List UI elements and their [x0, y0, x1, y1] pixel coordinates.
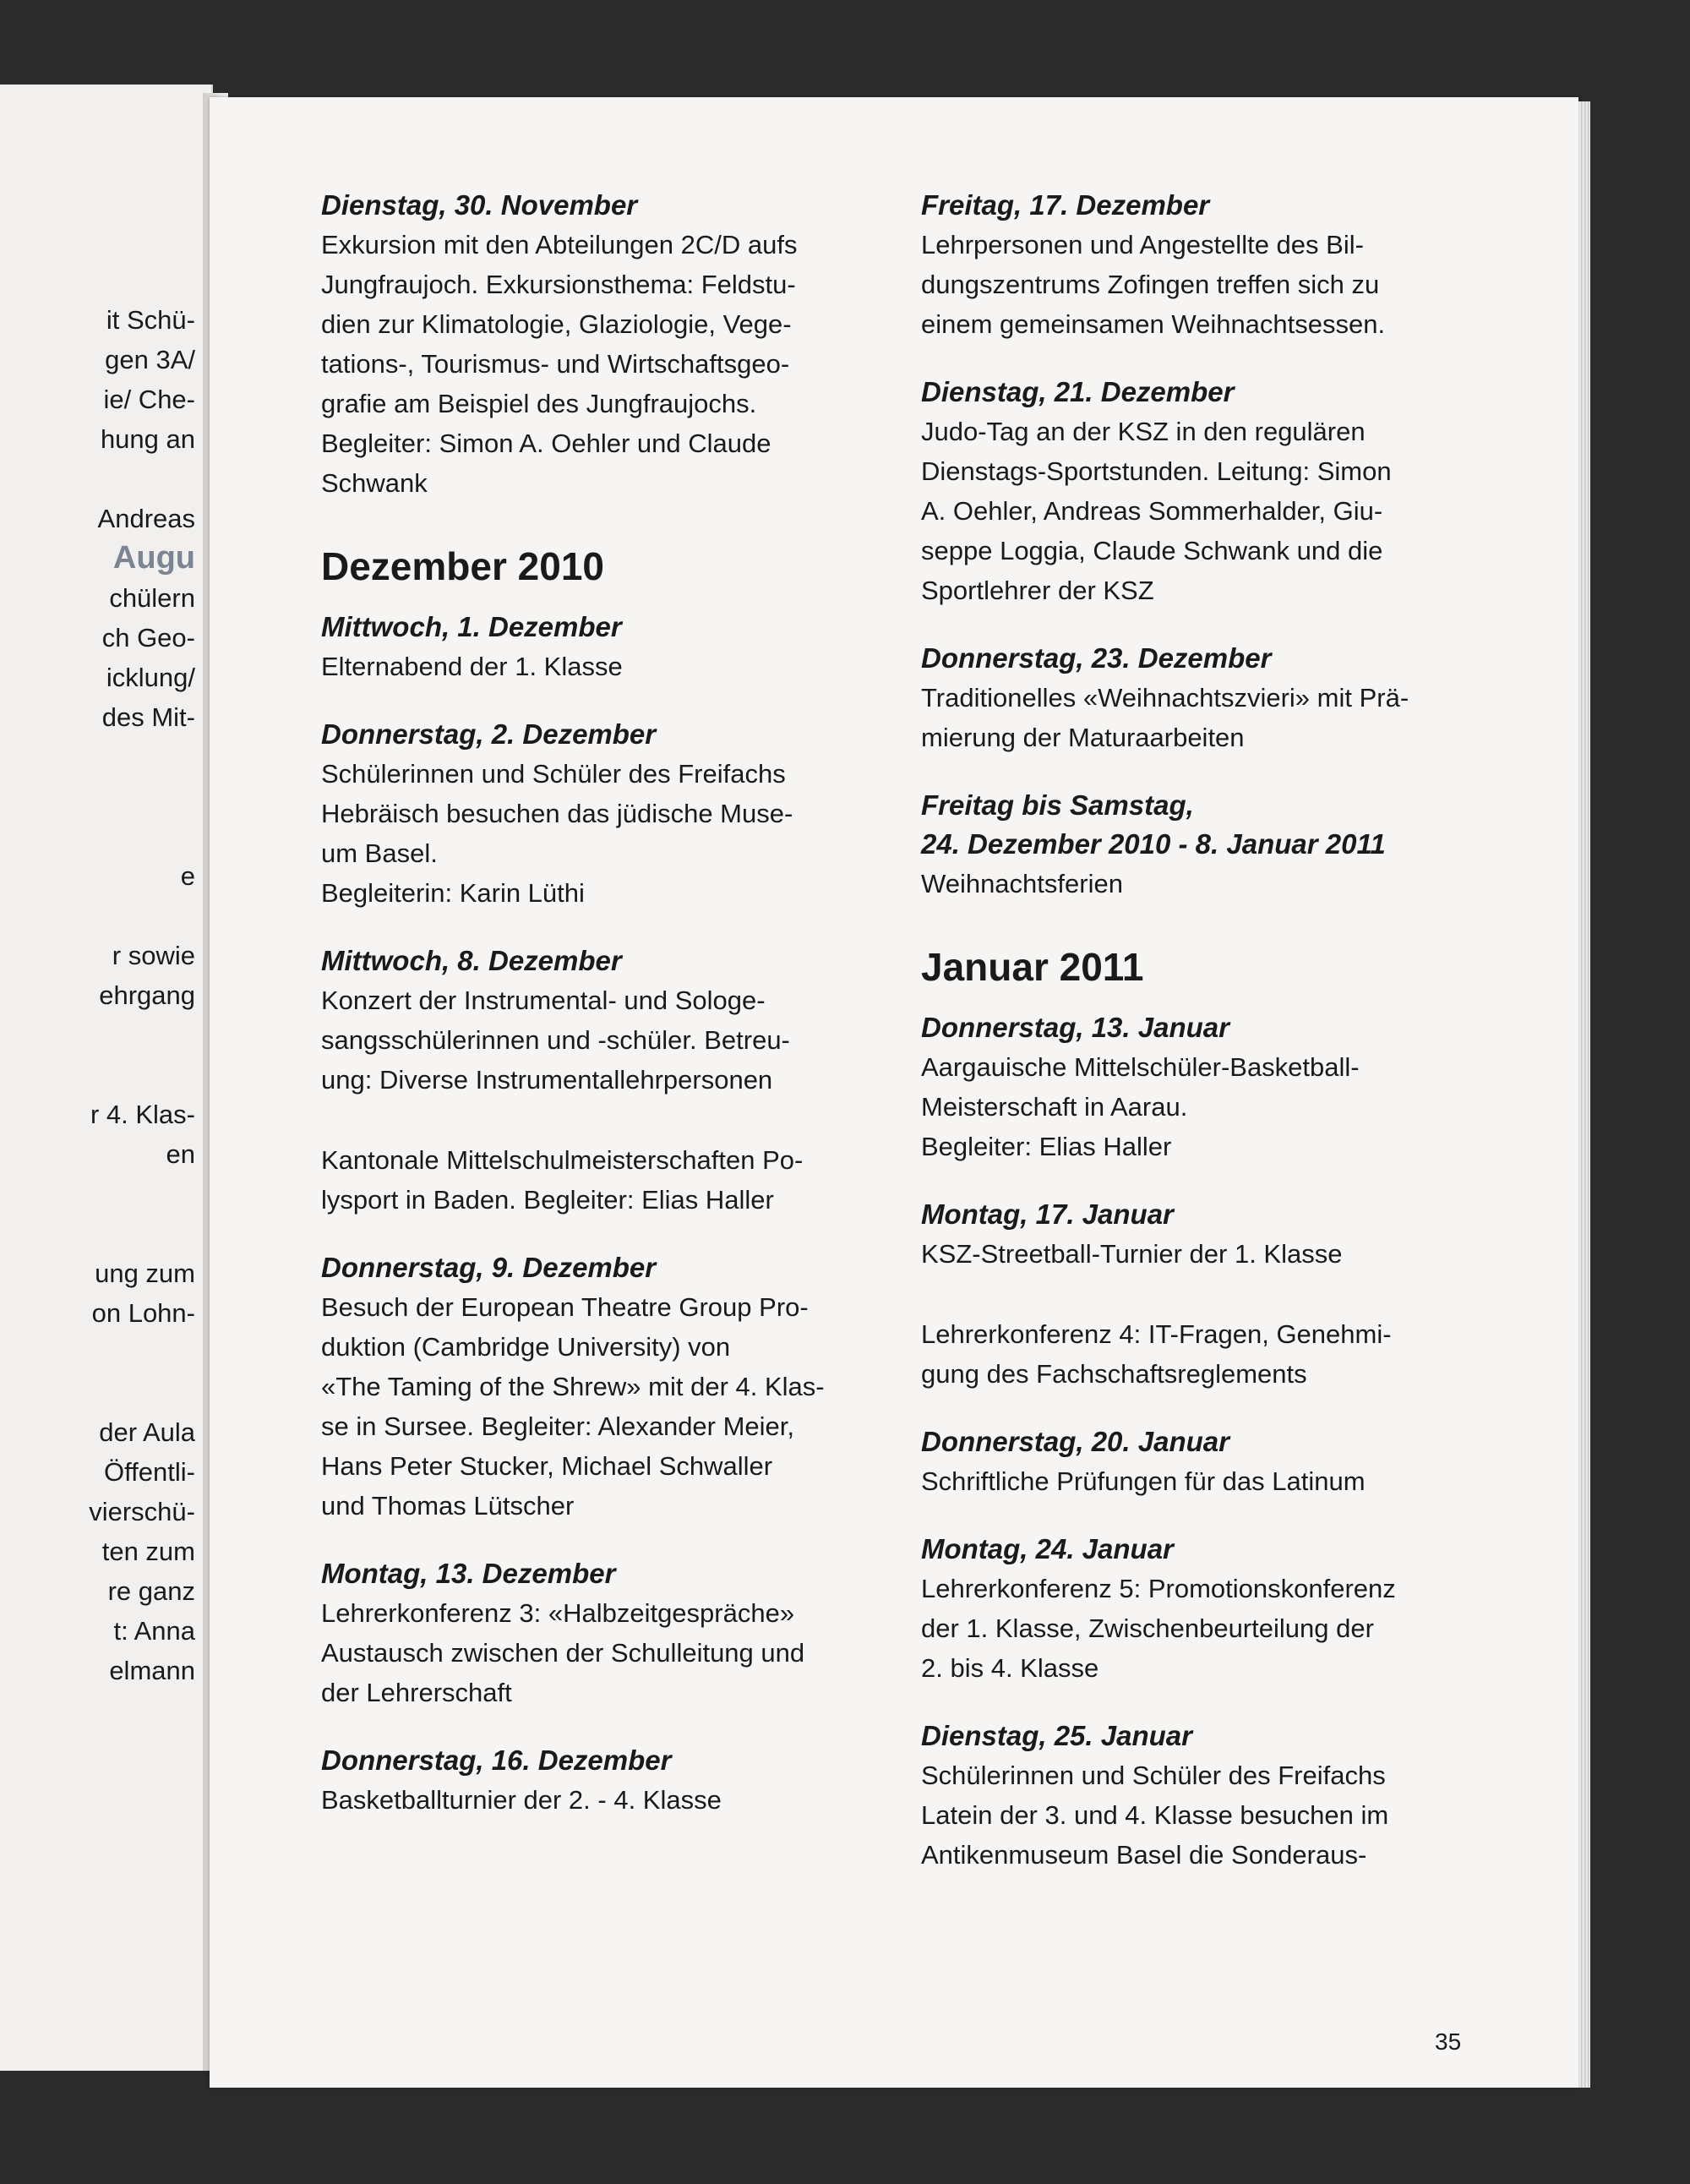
entry-text-line: und Thomas Lütscher: [321, 1491, 575, 1521]
entry-date: Donnerstag, 20. Januar: [921, 1426, 1229, 1457]
left-page-fragment: en: [166, 1139, 195, 1169]
entry-text: [921, 1569, 1479, 1688]
entry-text: [921, 1461, 1479, 1501]
entry-text-line: Traditionelles «Weihnachtszvieri» mit Prä-: [921, 683, 1409, 713]
entry-date: Mittwoch, 1. Dezember: [321, 611, 622, 642]
entry-text-line: gung des Fachschaftsreglements: [921, 1359, 1307, 1389]
entry-text-line: Judo-Tag an der KSZ in den regulären: [921, 417, 1366, 446]
calendar-entry: [321, 942, 879, 1100]
column-1: [321, 186, 879, 1848]
entry-text-line: mierung der Maturaarbeiten: [921, 723, 1245, 752]
entry-text: [321, 980, 879, 1100]
left-page-fragment: ten zum: [101, 1537, 195, 1566]
entry-text-line: Schwank: [321, 468, 428, 498]
left-page-fragment: der Aula: [99, 1417, 195, 1447]
entry-text-line: «The Taming of the Shrew» mit der 4. Klas-: [321, 1372, 825, 1401]
entry-text-line: Begleiter: Elias Haller: [921, 1132, 1172, 1161]
left-page-fragment: des Mit-: [101, 702, 195, 732]
entry-text: [921, 1314, 1479, 1394]
entry-date: Dienstag, 25. Januar: [921, 1720, 1192, 1751]
entry-date: Dienstag, 21. Dezember: [921, 376, 1235, 407]
entry-text-line: grafie am Beispiel des Jungfraujochs.: [321, 389, 757, 418]
calendar-entry: [321, 1741, 879, 1820]
entry-text-line: Besuch der European Theatre Group Pro-: [321, 1292, 809, 1322]
entry-text-line: Weihnachtsferien: [921, 869, 1123, 898]
entry-date: Donnerstag, 9. Dezember: [321, 1252, 657, 1283]
entry-text-line: Hans Peter Stucker, Michael Schwaller: [321, 1451, 773, 1481]
left-page-fragment: elmann: [109, 1656, 195, 1685]
calendar-entry: [921, 1302, 1479, 1394]
entry-text: [321, 647, 879, 686]
entry-text: [921, 678, 1479, 757]
entry-date: Donnerstag, 16. Dezember: [321, 1744, 672, 1776]
entry-spacer: [321, 1128, 879, 1140]
left-page-fragment: e: [180, 861, 195, 891]
entry-text: [321, 1780, 879, 1820]
calendar-entry: [921, 786, 1479, 904]
left-page-fragment: ch Geo-: [101, 623, 195, 652]
left-page-fragment: [0, 777, 199, 816]
entry-text: [921, 225, 1479, 344]
calendar-entry: [921, 373, 1479, 610]
entry-text-line: Latein der 3. und 4. Klasse besuchen im: [921, 1800, 1389, 1830]
entry-text-line: um Basel.: [321, 838, 438, 868]
calendar-entry: [921, 639, 1479, 757]
entry-text-line: einem gemeinsamen Weihnachtsessen.: [921, 309, 1386, 339]
entry-text: [321, 754, 879, 913]
calendar-entry: [921, 1717, 1479, 1875]
left-page-fragment: [0, 1174, 199, 1214]
entry-date: Donnerstag, 13. Januar: [921, 1012, 1229, 1043]
entry-text-line: ung: Diverse Instrumentallehrpersonen: [321, 1065, 773, 1095]
entry-text-line: der Lehrerschaft: [321, 1678, 512, 1707]
entry-date: 24. Dezember 2010 - 8. Januar 2011: [921, 828, 1386, 860]
column-2: [921, 186, 1479, 1903]
entry-text-line: tations-, Tourismus- und Wirtschaftsgeo-: [321, 349, 790, 379]
calendar-entry: [921, 1008, 1479, 1166]
entry-text: [921, 864, 1479, 904]
left-page-fragment: r 4. Klas-: [90, 1100, 195, 1129]
entry-text: [921, 1047, 1479, 1166]
entry-spacer: [921, 1302, 1479, 1314]
entry-text-line: Schriftliche Prüfungen für das Latinum: [921, 1466, 1366, 1496]
calendar-entry: [921, 186, 1479, 344]
left-page-fragment: hung an: [100, 424, 195, 454]
entry-text-line: Begleiterin: Karin Lüthi: [321, 878, 585, 908]
entry-text-line: seppe Loggia, Claude Schwank und die: [921, 536, 1383, 565]
entry-text-line: 2. bis 4. Klasse: [921, 1653, 1099, 1683]
entry-text-line: Jungfraujoch. Exkursionsthema: Feldstu-: [321, 270, 796, 299]
calendar-entry: [321, 608, 879, 686]
entry-date: Freitag, 17. Dezember: [921, 189, 1210, 221]
entry-text-line: Basketballturnier der 2. - 4. Klasse: [321, 1785, 722, 1815]
left-page-fragment: ie/ Che-: [103, 385, 195, 414]
left-page-fragment: [0, 459, 199, 499]
left-page-fragment: [0, 1333, 199, 1373]
entry-date: Montag, 13. Dezember: [321, 1558, 616, 1589]
entry-date: Freitag bis Samstag,: [921, 789, 1194, 821]
calendar-entry: [321, 1248, 879, 1526]
entry-text-line: dungszentrums Zofingen treffen sich zu: [921, 270, 1380, 299]
entry-text-line: Schülerinnen und Schüler des Freifachs: [921, 1761, 1386, 1790]
left-page-fragment: ehrgang: [99, 980, 195, 1010]
calendar-entry: [321, 715, 879, 913]
entry-text-line: Aargauische Mittelschüler-Basketball-: [921, 1052, 1360, 1082]
left-page-fragment: chülern: [109, 583, 195, 613]
left-page-text-fragments: [0, 300, 199, 1690]
entry-text: [321, 1140, 879, 1220]
entry-text-line: Lehrerkonferenz 5: Promotionskonferenz: [921, 1574, 1396, 1603]
entry-text-line: Konzert der Instrumental- und Sologe-: [321, 986, 766, 1015]
entry-date: Montag, 24. Januar: [921, 1533, 1174, 1564]
left-page-fragment: vierschü-: [89, 1497, 195, 1526]
entry-date: Montag, 17. Januar: [921, 1198, 1174, 1230]
calendar-entry: [321, 1554, 879, 1712]
entry-text-line: Lehrpersonen und Angestellte des Bil-: [921, 230, 1364, 259]
entry-text-line: duktion (Cambridge University) von: [321, 1332, 731, 1362]
entry-text-line: Meisterschaft in Aarau.: [921, 1092, 1188, 1122]
entry-text-line: Sportlehrer der KSZ: [921, 576, 1154, 605]
entry-text-line: KSZ-Streetball-Turnier der 1. Klasse: [921, 1239, 1343, 1269]
page-edges: [1578, 101, 1590, 2088]
left-page-fragment: on Lohn-: [91, 1298, 195, 1328]
left-page-fragment: Andreas: [97, 504, 195, 533]
left-page-fragment: Augu: [112, 540, 195, 576]
page-number: 35: [1435, 2028, 1462, 2055]
entry-text: [921, 1234, 1479, 1274]
entry-text-line: lysport in Baden. Begleiter: Elias Haller: [321, 1185, 774, 1215]
entry-text: [321, 1593, 879, 1712]
entry-text-line: A. Oehler, Andreas Sommerhalder, Giu-: [921, 496, 1383, 526]
calendar-entry: [321, 186, 879, 503]
left-page-fragment: [0, 896, 199, 936]
month-heading: Januar 2011: [921, 945, 1144, 989]
left-page-fragment: [0, 816, 199, 856]
calendar-entry: [921, 1195, 1479, 1274]
left-page-fragment: icklung/: [106, 663, 195, 692]
entry-date: Dienstag, 30. November: [321, 189, 638, 221]
entry-text-line: Kantonale Mittelschulmeisterschaften Po-: [321, 1145, 804, 1175]
calendar-entry: [921, 1530, 1479, 1688]
entry-text-line: Antikenmuseum Basel die Sonderaus-: [921, 1840, 1367, 1870]
entry-text: [921, 412, 1479, 610]
entry-text-line: Begleiter: Simon A. Oehler und Claude: [321, 429, 771, 458]
entry-text-line: Hebräisch besuchen das jüdische Muse-: [321, 799, 793, 828]
entry-text: [321, 1287, 879, 1526]
left-page-fragment: [0, 737, 199, 777]
entry-text-line: Elternabend der 1. Klasse: [321, 652, 623, 681]
left-page-fragment: Öffentli-: [104, 1457, 195, 1487]
calendar-entry: [921, 1422, 1479, 1501]
entry-date: Donnerstag, 23. Dezember: [921, 642, 1272, 674]
entry-text-line: Exkursion mit den Abteilungen 2C/D aufs: [321, 230, 798, 259]
entry-text: [321, 225, 879, 503]
entry-text-line: Lehrerkonferenz 4: IT-Fragen, Genehmi-: [921, 1319, 1392, 1349]
entry-text-line: Austausch zwischen der Schulleitung und: [321, 1638, 805, 1668]
left-page-fragment: ung zum: [95, 1259, 195, 1288]
left-page-fragment: gen 3A/: [105, 345, 195, 374]
entry-text-line: Lehrerkonferenz 3: «Halbzeitgespräche»: [321, 1598, 795, 1628]
entry-date: Donnerstag, 2. Dezember: [321, 718, 657, 750]
entry-date: Mittwoch, 8. Dezember: [321, 945, 622, 976]
left-page-fragment: r sowie: [112, 941, 195, 970]
left-page-fragment: [0, 1373, 199, 1412]
left-page-fragment: [0, 1055, 199, 1095]
entry-text-line: der 1. Klasse, Zwischenbeurteilung der: [921, 1613, 1374, 1643]
entry-text-line: dien zur Klimatologie, Glaziologie, Vege-: [321, 309, 792, 339]
entry-text-line: se in Sursee. Begleiter: Alexander Meier,: [321, 1411, 795, 1441]
left-page-fragment: t: Anna: [113, 1616, 195, 1646]
calendar-entry: [321, 1128, 879, 1220]
left-page-fragment: [0, 1015, 199, 1055]
entry-text-line: sangsschülerinnen und -schüler. Betreu-: [321, 1025, 790, 1055]
left-page-fragment: re ganz: [107, 1576, 195, 1606]
left-page-fragment: [0, 1214, 199, 1253]
entry-text-line: Dienstags-Sportstunden. Leitung: Simon: [921, 456, 1392, 486]
left-page: [0, 85, 213, 2071]
entry-text-line: Schülerinnen und Schüler des Freifachs: [321, 759, 786, 789]
month-heading: Dezember 2010: [321, 544, 604, 588]
left-page-fragment: it Schü-: [106, 305, 195, 335]
entry-text: [921, 1755, 1479, 1875]
